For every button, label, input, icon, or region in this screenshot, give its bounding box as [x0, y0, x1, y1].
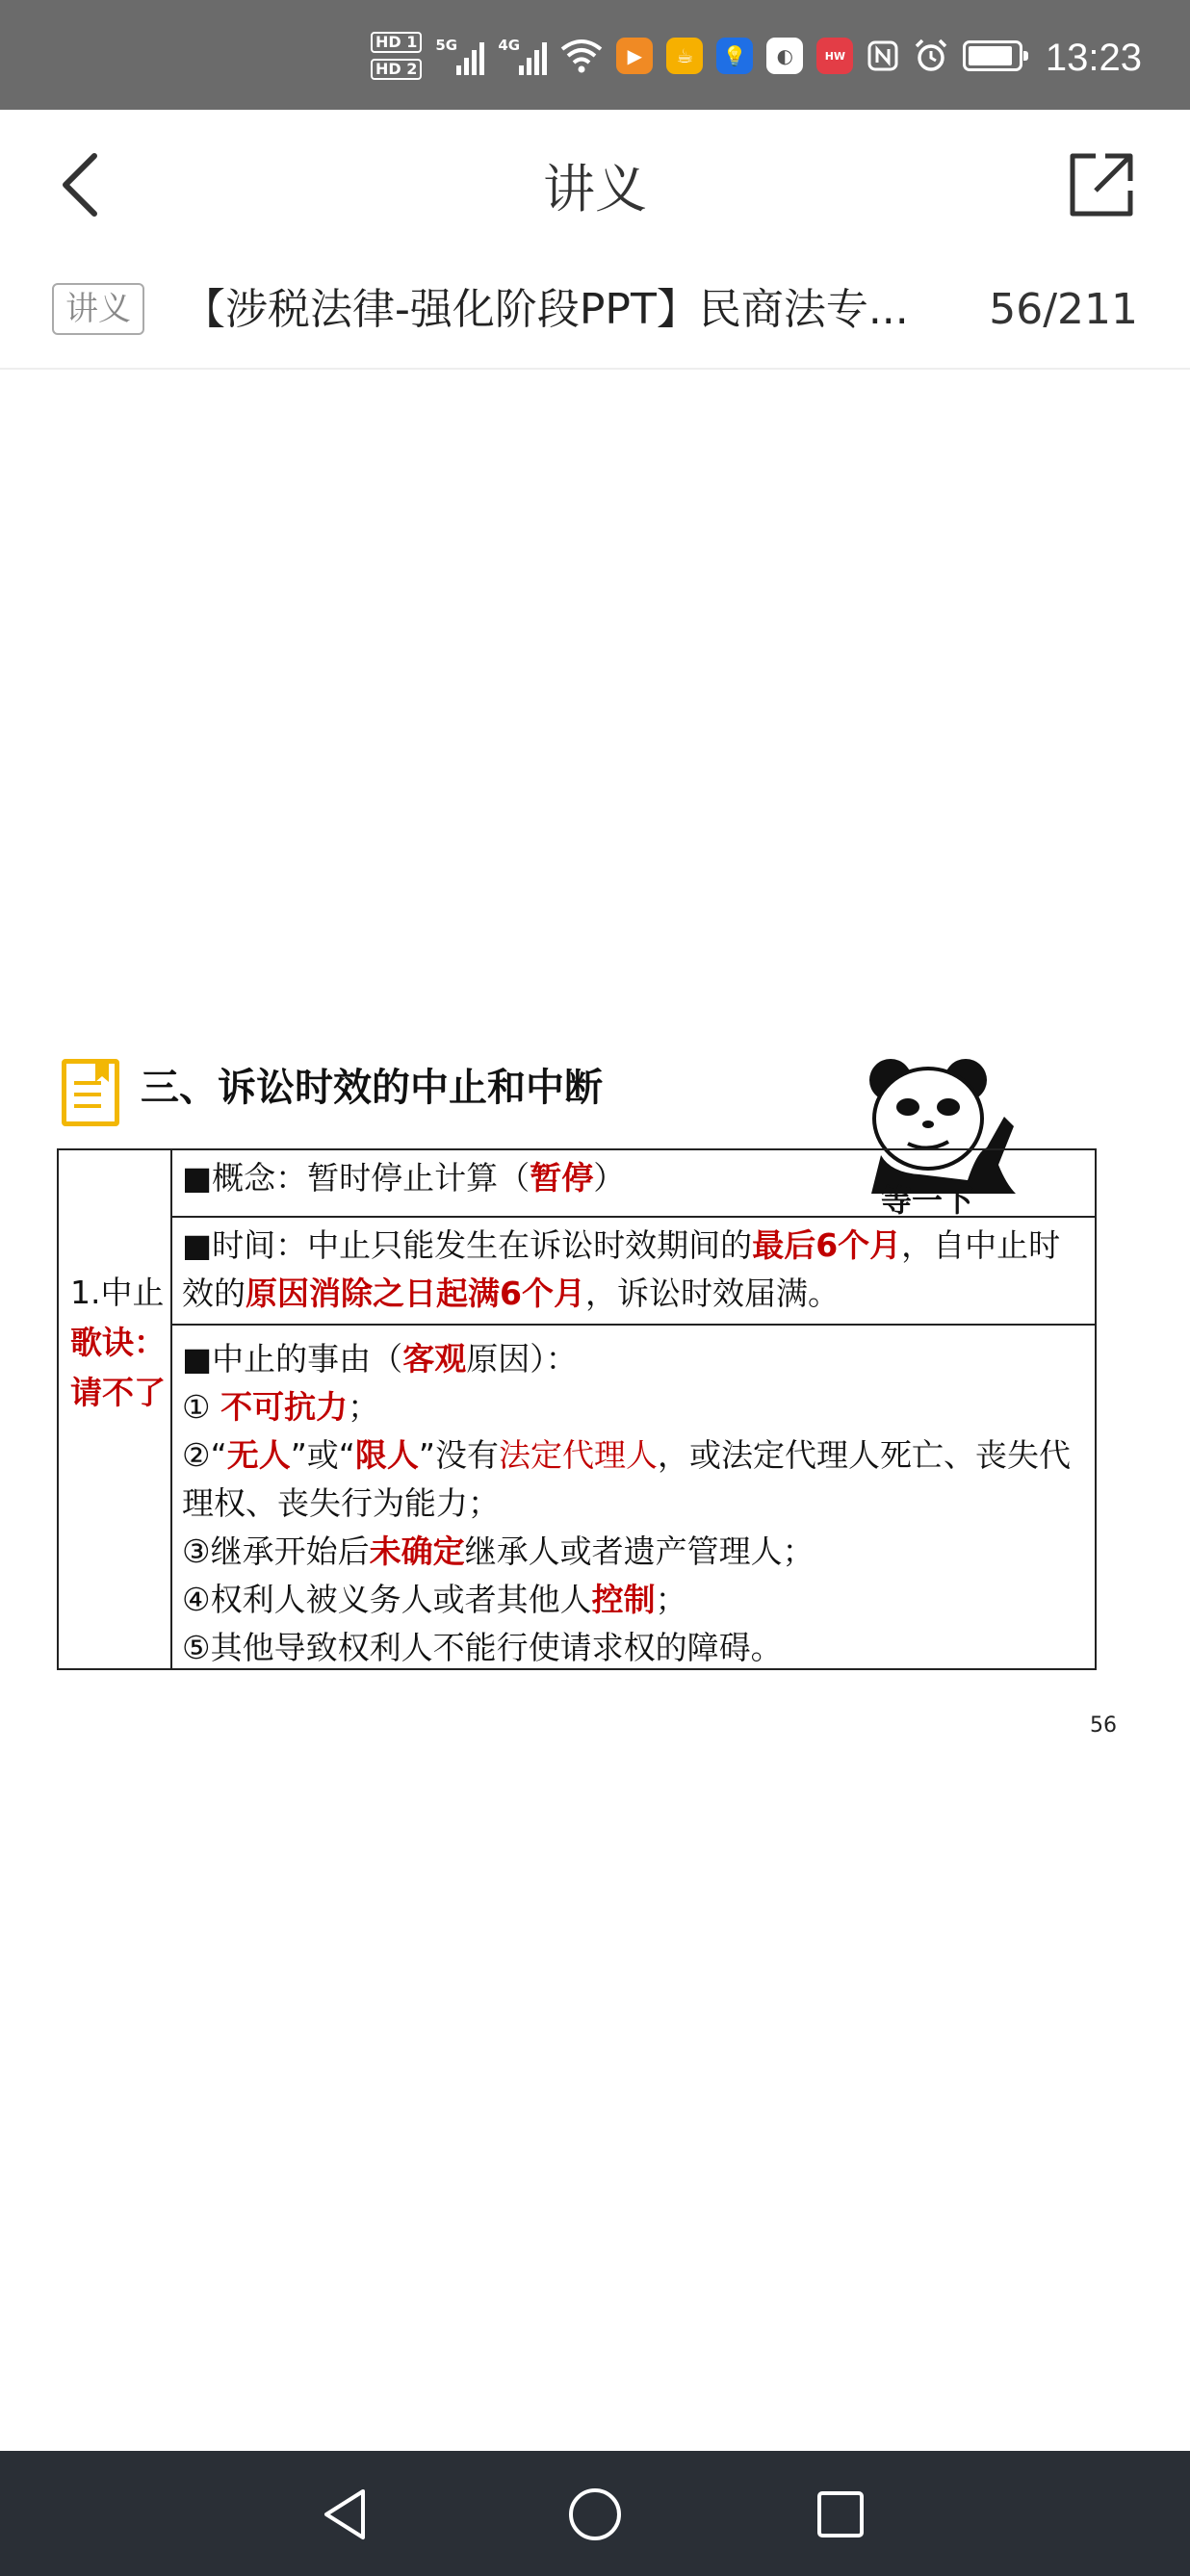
- cause-2-emphasis-3: 法定代理人: [499, 1436, 658, 1474]
- cause-item-5: ⑤其他导致权利人不能行使请求权的障碍。: [182, 1629, 783, 1666]
- signal-4g-icon: [498, 37, 547, 75]
- nav-recents-button[interactable]: [807, 2485, 874, 2544]
- cause-4-emphasis: 控制: [591, 1581, 656, 1618]
- wifi-icon: [560, 38, 603, 74]
- slide-page: [0, 1001, 1190, 1771]
- signal-5g-icon: [435, 37, 484, 75]
- cause-2-text-d: ，或法定代理人死亡、丧失代理权、丧失行为能力；: [182, 1436, 1071, 1522]
- table-left-label: [59, 1150, 172, 1668]
- cause-item-4: [182, 1576, 1087, 1624]
- video-app-icon: ▶: [616, 38, 653, 74]
- cause-4-text-a: ④权利人被义务人或者其他人: [182, 1581, 592, 1618]
- document-info-row: [0, 254, 1190, 370]
- cause-item-2: [182, 1431, 1087, 1528]
- causes-heading-prefix: ■中止的事由（: [182, 1340, 403, 1378]
- cause-2-emphasis-2: 限人: [354, 1436, 419, 1474]
- bulb-app-icon: 💡: [716, 38, 753, 74]
- clock: 13:23: [1045, 37, 1142, 79]
- causes-heading-emphasis: 客观: [402, 1340, 467, 1378]
- cause-3-emphasis: 未确定: [369, 1533, 465, 1570]
- time-text-2: ，自中止时效的: [182, 1226, 1061, 1312]
- system-nav-bar: [0, 2451, 1190, 2576]
- alarm-icon: [913, 38, 949, 74]
- cause-2-text-c: ”没有: [418, 1436, 499, 1474]
- page-title: 讲义: [543, 159, 647, 219]
- circle-home-icon: [567, 2486, 623, 2542]
- time-emphasis-2: 原因消除之日起满6个月: [246, 1275, 585, 1312]
- concept-suffix: ）: [593, 1159, 626, 1197]
- cause-1-suffix: ；: [348, 1388, 380, 1426]
- hd2-badge: HD 2: [371, 59, 422, 80]
- network-4g-label: 4G: [498, 37, 521, 54]
- status-bar: [0, 0, 1190, 110]
- cause-item-3: [182, 1528, 1087, 1576]
- concept-emphasis: 暂停: [530, 1159, 594, 1197]
- causes-heading: [182, 1335, 1087, 1383]
- label-suspension: 1.中止: [70, 1274, 165, 1311]
- cause-2-emphasis-1: 无人: [226, 1436, 291, 1474]
- document-title[interactable]: 【涉税法律-强化阶段PPT】民商法专...: [183, 285, 909, 334]
- cause-4-text-b: ；: [655, 1581, 687, 1618]
- causes-heading-suffix: 原因）：: [466, 1340, 578, 1378]
- external-link-icon: [1067, 150, 1136, 219]
- document-bookmark-icon: [62, 1059, 119, 1126]
- handout-tag: 讲义: [52, 283, 144, 335]
- huawei-app-icon: HW: [816, 38, 853, 74]
- triangle-back-icon: [321, 2487, 369, 2541]
- concept-text: ■概念：暂时停止计算（: [182, 1159, 530, 1197]
- cause-1-emphasis: 不可抗力: [220, 1388, 349, 1426]
- battery-level: [969, 46, 1012, 65]
- nav-home-button[interactable]: [561, 2485, 629, 2544]
- section-title: 三、诉讼时效的中止和中断: [141, 1066, 603, 1110]
- share-button[interactable]: [1063, 146, 1140, 223]
- app-header: [0, 110, 1190, 254]
- time-text-1: ■时间：中止只能发生在诉讼时效期间的: [182, 1226, 753, 1264]
- time-emphasis-1: 最后6个月: [752, 1226, 902, 1264]
- nfc-icon: [867, 39, 899, 72]
- slide-number: 56: [1090, 1713, 1117, 1738]
- page-counter: 56/211: [989, 285, 1138, 334]
- cause-3-text-b: 继承人或者遗产管理人；: [464, 1533, 815, 1570]
- table-row-causes: [172, 1326, 1095, 1668]
- table-row-concept: [172, 1150, 1095, 1218]
- status-icons: [371, 29, 1022, 83]
- square-recents-icon: [815, 2489, 866, 2539]
- battery-icon: [963, 40, 1022, 71]
- rule-table: [57, 1148, 1097, 1670]
- cause-3-text-a: ③继承开始后: [182, 1533, 370, 1570]
- time-text-3: ，诉讼时效届满。: [584, 1275, 840, 1312]
- hd-indicator: [371, 32, 422, 80]
- sticker-caption: 等一下: [881, 1182, 974, 1219]
- mnemonic-label: 歌诀：请不了: [70, 1324, 166, 1411]
- network-5g-label: 5G: [435, 37, 458, 54]
- cause-2-text-b: ”或“: [290, 1436, 355, 1474]
- nav-back-button[interactable]: [311, 2485, 378, 2544]
- cause-2-text-a: ②“: [182, 1436, 227, 1474]
- cup-app-icon: ☕: [666, 38, 703, 74]
- hd1-badge: HD 1: [371, 32, 422, 53]
- cause-item-1: [182, 1383, 1087, 1431]
- table-row-time: [172, 1218, 1095, 1326]
- ball-app-icon: ◐: [766, 38, 803, 74]
- cause-1-prefix: ①: [182, 1388, 221, 1426]
